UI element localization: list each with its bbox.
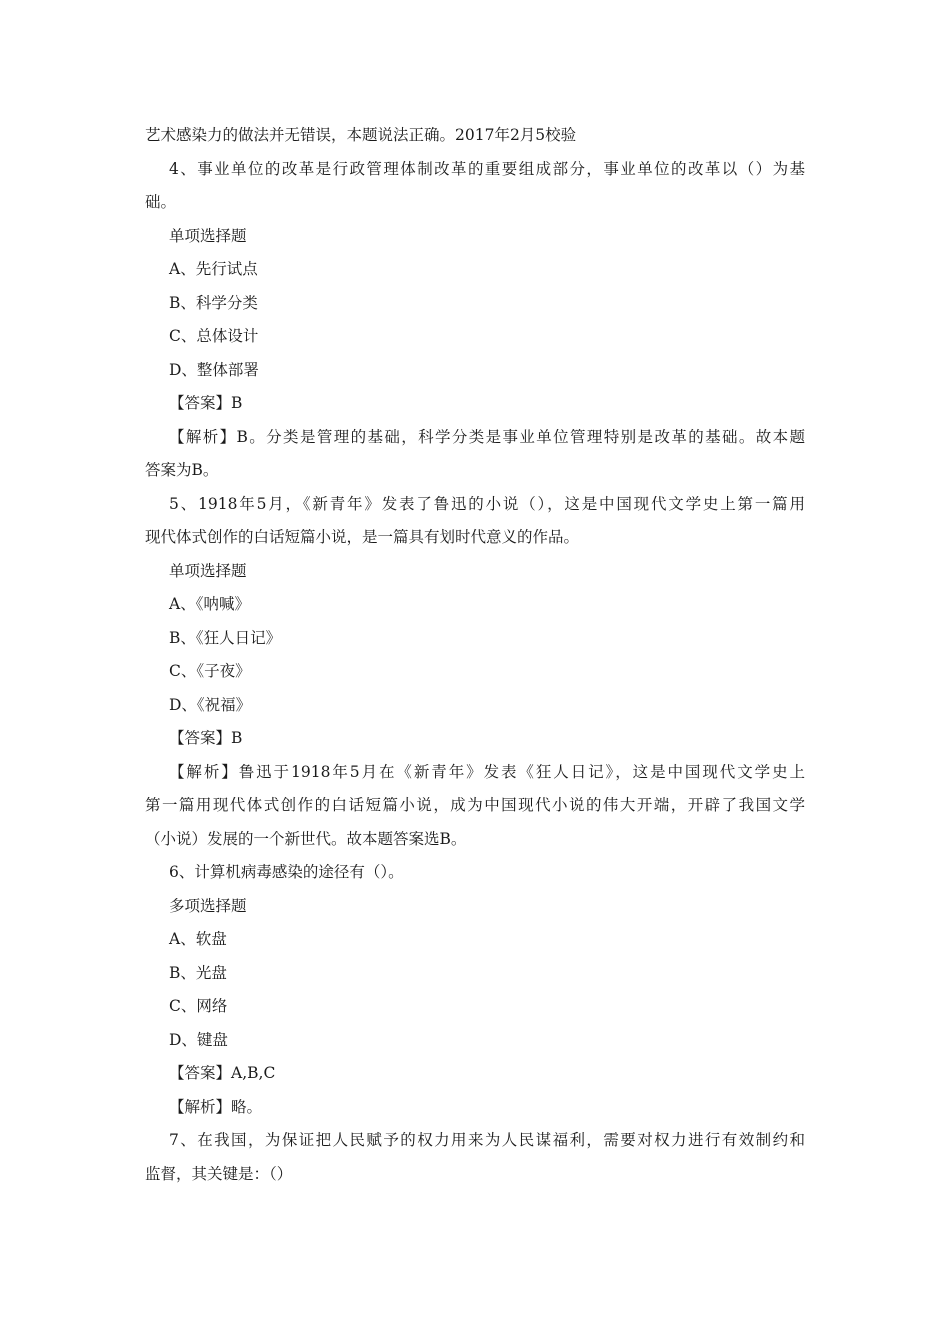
explanation-line: 【解析】鲁迅于1918年5月在《新青年》发表《狂人日记》，这是中国现代文学史上 [169,762,805,781]
question-6-stem: 6、计算机病毒感染的途径有（）。 [169,863,404,881]
option-b: B、光盘 [169,963,227,982]
option-a: A、《呐喊》 [169,595,250,613]
option-a: A、软盘 [169,930,227,948]
option-b: B、《狂人日记》 [169,628,282,647]
document-page [145,119,805,1191]
option-d: D、整体部署 [169,360,259,379]
explanation-line-continued: 第一篇用现代体式创作的白话短篇小说，成为中国现代小说的伟大开端，开辟了我国文学 [145,796,805,814]
option-c: C、总体设计 [169,327,259,345]
text-line: 艺术感染力的做法并无错误，本题说法正确。2017年2月5校验 [145,126,577,144]
question-4-stem: 4、事业单位的改革是行政管理体制改革的重要组成部分，事业单位的改革以（）为基 [169,159,805,178]
explanation-line: 【解析】略。 [169,1097,263,1116]
explanation-line: 【解析】B。分类是管理的基础，科学分类是事业单位管理特别是改革的基础。故本题 [169,427,805,446]
explanation-line-continued: （小说）发展的一个新世代。故本题答案选B。 [145,829,467,848]
question-type-label: 多项选择题 [169,896,247,915]
explanation-line-continued: 答案为B。 [145,461,219,479]
option-b: B、科学分类 [169,293,258,312]
option-d: D、《祝福》 [169,695,252,714]
question-7-stem-continued: 监督，其关键是：（） [145,1164,293,1183]
option-d: D、键盘 [169,1030,228,1049]
question-type-label: 单项选择题 [169,226,247,245]
question-5-stem-continued: 现代体式创作的白话短篇小说，是一篇具有划时代意义的作品。 [145,528,580,546]
option-a: A、先行试点 [169,260,258,278]
question-4-stem-continued: 础。 [145,193,177,211]
question-5-stem: 5、1918年5月，《新青年》发表了鲁迅的小说（），这是中国现代文学史上第一篇用 [169,494,805,513]
option-c: C、《子夜》 [169,662,251,680]
answer-line: 【答案】B [169,729,243,747]
question-type-label: 单项选择题 [169,561,247,580]
question-7-stem: 7、在我国，为保证把人民赋予的权力用来为人民谋福利，需要对权力进行有效制约和 [169,1131,805,1149]
answer-line: 【答案】A,B,C [169,1064,276,1082]
option-c: C、网络 [169,997,228,1015]
answer-line: 【答案】B [169,394,243,412]
